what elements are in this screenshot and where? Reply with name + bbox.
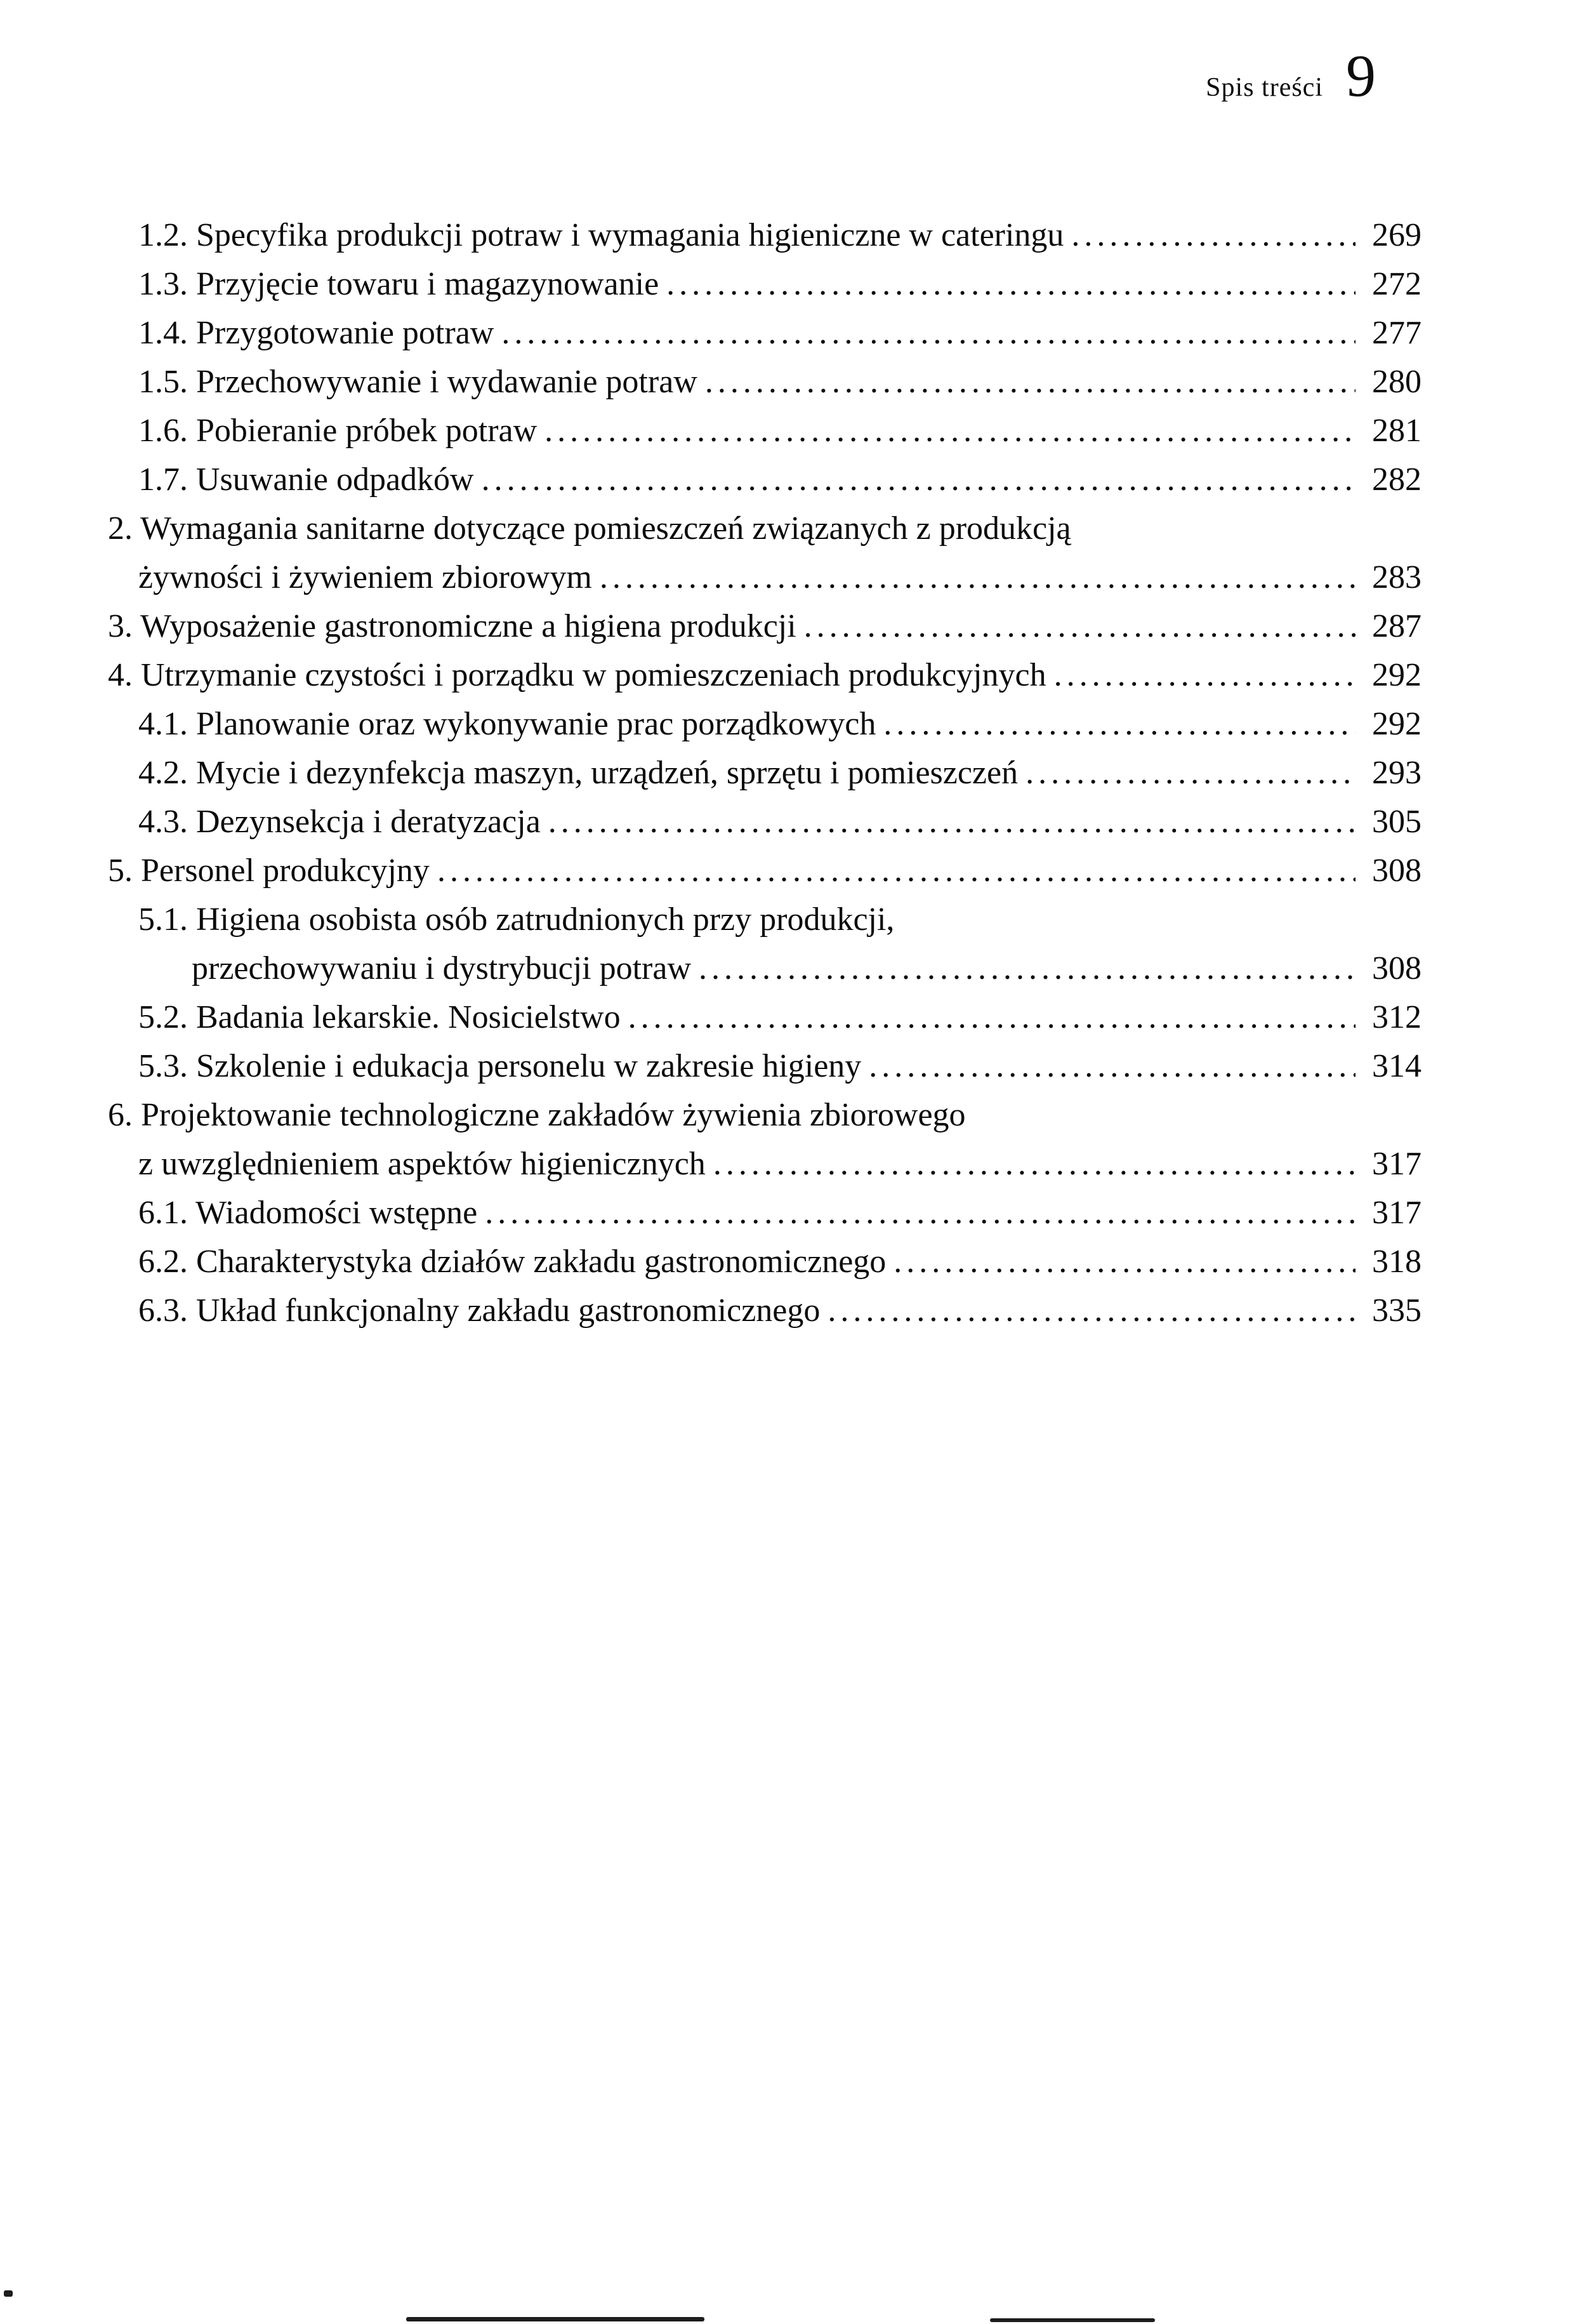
toc-entry-text-continued: z uwzględnieniem aspektów higienicznych	[138, 1146, 706, 1182]
toc-entry-line	[138, 1042, 1422, 1091]
toc-entry	[108, 846, 1422, 895]
running-head: Spis treści	[1206, 73, 1323, 102]
dot-leader	[485, 1188, 1356, 1237]
dot-leader	[600, 553, 1356, 602]
toc-entry-line	[138, 895, 1422, 944]
toc-entry-text: 6. Projektowanie technologiczne zakładów żywienia zbiorowego	[108, 1097, 966, 1133]
toc-entry	[108, 455, 1422, 504]
toc-entry-page: 308	[1372, 853, 1422, 889]
toc-entry	[108, 357, 1422, 406]
toc-entry-text: 6.1. Wiadomości wstępne	[138, 1195, 478, 1231]
toc-entry-line	[108, 1091, 1422, 1139]
toc-entry	[108, 504, 1422, 602]
toc-entry-line	[138, 211, 1422, 260]
toc-entry-text: 6.3. Układ funkcjonalny zakładu gastronomicznego	[138, 1292, 821, 1329]
dot-leader	[705, 357, 1356, 406]
dot-leader	[828, 1286, 1356, 1335]
toc-entry	[108, 602, 1422, 651]
toc-entry	[108, 993, 1422, 1042]
dot-leader	[628, 993, 1356, 1042]
toc-entry-text-continued: przechowywaniu i dystrybucji potraw	[192, 950, 692, 986]
toc-entry-text: 5. Personel produkcyjny	[108, 853, 430, 889]
toc-entry-page: 280	[1372, 364, 1422, 400]
dot-leader	[1026, 748, 1356, 797]
toc-entry-page: 318	[1372, 1244, 1422, 1280]
toc-entry-line	[138, 700, 1422, 748]
dot-leader	[869, 1042, 1356, 1091]
toc-entry-text: 1.6. Pobieranie próbek potraw	[138, 413, 538, 449]
dot-leader	[894, 1237, 1356, 1286]
toc-entry-text: 5.1. Higiena osobista osób zatrudnionych przy produkcji,	[138, 901, 895, 938]
toc-entry-page: 292	[1372, 657, 1422, 693]
dot-leader	[548, 797, 1356, 846]
toc-entry-line	[138, 1237, 1422, 1286]
toc-entry-line	[138, 1286, 1422, 1335]
toc-entry-text: 2. Wymagania sanitarne dotyczące pomieszczeń związanych z produkcją	[108, 510, 1071, 547]
toc-entry-line	[138, 748, 1422, 797]
dot-leader	[713, 1139, 1356, 1188]
toc-entry-text: 1.4. Przygotowanie potraw	[138, 315, 494, 351]
dot-leader	[1071, 211, 1356, 260]
toc-entry-page: 305	[1372, 804, 1422, 840]
toc-entry-page: 317	[1372, 1146, 1422, 1182]
toc-entry	[108, 651, 1422, 700]
toc-entry-page: 283	[1372, 559, 1422, 595]
dot-leader	[666, 260, 1356, 309]
toc-entry-line	[138, 1188, 1422, 1237]
toc-entry-line	[138, 455, 1422, 504]
toc-entry-line	[108, 846, 1422, 895]
toc-entry	[108, 309, 1422, 357]
toc-entry	[108, 700, 1422, 748]
scan-artifact	[406, 2317, 704, 2321]
toc-entry-line	[138, 260, 1422, 309]
toc-entry-line	[108, 651, 1422, 700]
scan-artifact	[4, 2290, 13, 2297]
toc-entry-line	[138, 406, 1422, 455]
toc-entry-line	[108, 602, 1422, 651]
toc-entry-line-continued	[138, 1139, 1422, 1188]
toc-entry-text: 1.7. Usuwanie odpadków	[138, 461, 474, 498]
toc-entry-line	[138, 357, 1422, 406]
toc-entry-page: 314	[1372, 1048, 1422, 1084]
toc-entry-text: 4.1. Planowanie oraz wykonywanie prac porządkowych	[138, 706, 876, 742]
page-number: 9	[1346, 43, 1376, 109]
toc-list	[108, 211, 1422, 1335]
toc-entry	[108, 1042, 1422, 1091]
toc-entry	[108, 1237, 1422, 1286]
toc-entry-page: 287	[1372, 608, 1422, 644]
toc-entry-text: 1.3. Przyjęcie towaru i magazynowanie	[138, 266, 659, 302]
toc-entry-text: 5.2. Badania lekarskie. Nosicielstwo	[138, 999, 621, 1035]
toc-entry-line-continued	[192, 944, 1422, 993]
toc-entry-page: 293	[1372, 755, 1422, 791]
toc-entry-line	[138, 309, 1422, 357]
toc-entry-page: 269	[1372, 217, 1422, 253]
toc-entry-text: 4. Utrzymanie czystości i porządku w pomieszczeniach produkcyjnych	[108, 657, 1046, 693]
dot-leader	[804, 602, 1356, 651]
dot-leader	[482, 455, 1356, 504]
toc-entry-text: 1.2. Specyfika produkcji potraw i wymagania higieniczne w cateringu	[138, 217, 1064, 253]
toc-entry-page: 317	[1372, 1195, 1422, 1231]
toc-entry-page: 281	[1372, 413, 1422, 449]
toc-entry	[108, 748, 1422, 797]
toc-entry-page: 282	[1372, 461, 1422, 498]
dot-leader	[883, 700, 1356, 748]
toc-entry	[108, 406, 1422, 455]
dot-leader	[501, 309, 1356, 357]
toc-entry-text-continued: żywności i żywieniem zbiorowym	[138, 559, 592, 595]
toc-entry	[108, 211, 1422, 260]
toc-entry-page: 312	[1372, 999, 1422, 1035]
toc-entry-page: 335	[1372, 1292, 1422, 1329]
toc-entry	[108, 1188, 1422, 1237]
toc-entry-line	[138, 797, 1422, 846]
toc-entry	[108, 1286, 1422, 1335]
toc-entry-line-continued	[138, 553, 1422, 602]
scan-artifact	[990, 2318, 1155, 2322]
dot-leader	[1054, 651, 1356, 700]
toc-entry-text: 4.3. Dezynsekcja i deratyzacja	[138, 804, 541, 840]
toc-entry-page: 272	[1372, 266, 1422, 302]
dot-leader	[544, 406, 1356, 455]
toc-entry-line	[108, 504, 1422, 553]
toc-entry	[108, 797, 1422, 846]
toc-entry-text: 1.5. Przechowywanie i wydawanie potraw	[138, 364, 697, 400]
toc-entry	[108, 1091, 1422, 1188]
toc-entry-text: 4.2. Mycie i dezynfekcja maszyn, urządzeń, sprzętu i pomieszczeń	[138, 755, 1019, 791]
toc-entry	[108, 895, 1422, 993]
toc-entry-text: 5.3. Szkolenie i edukacja personelu w zakresie higieny	[138, 1048, 862, 1084]
dot-leader	[699, 944, 1356, 993]
toc-entry-page: 277	[1372, 315, 1422, 351]
toc-entry-text: 3. Wyposażenie gastronomiczne a higiena produkcji	[108, 608, 796, 644]
toc-entry-page: 308	[1372, 950, 1422, 986]
toc-entry-line	[138, 993, 1422, 1042]
toc-entry-text: 6.2. Charakterystyka działów zakładu gastronomicznego	[138, 1244, 887, 1280]
dot-leader	[437, 846, 1356, 895]
page-header	[108, 42, 1422, 110]
toc-entry	[108, 260, 1422, 309]
toc-entry-page: 292	[1372, 706, 1422, 742]
